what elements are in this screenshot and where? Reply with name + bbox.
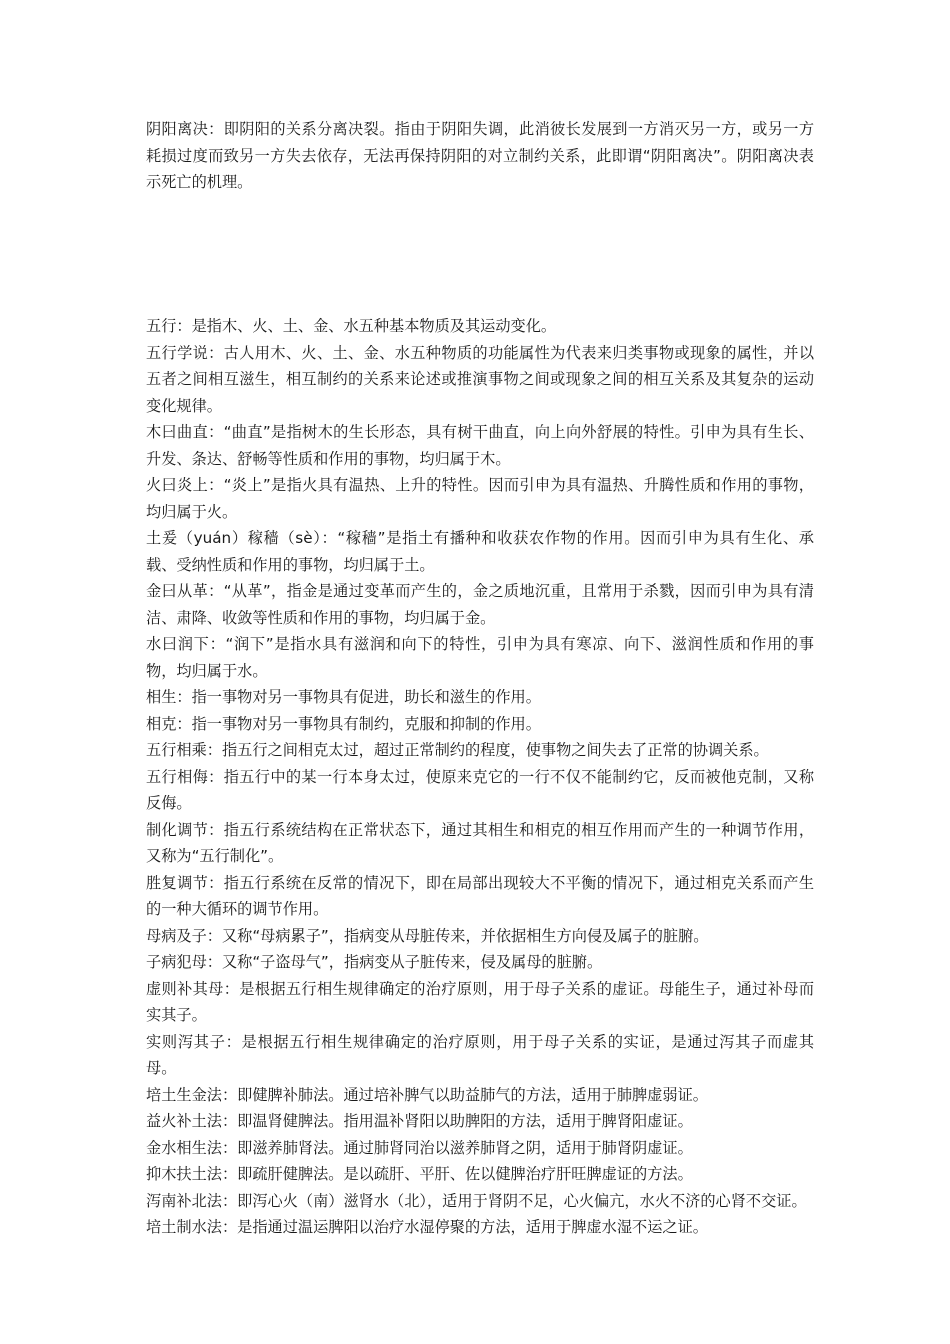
entry-wuxing-theory: 五行学说：古人用木、火、土、金、水五种物质的功能属性为代表来归类事物或现象的属性，并以五者之间相互滋生，相互制约的关系来论述或推演事物之间或现象之间的相互关系及其复杂的运动变化规律。 [146,343,814,415]
entry-fire-earth-method: 益火补土法：即温肾健脾法。指用温补肾阳以助脾阳的方法，适用于脾肾阳虚证。 [146,1112,693,1130]
entry-earth-metal-method: 培土生金法：即健脾补肺法。通过培补脾气以助益肺气的方法，适用于肺脾虚弱证。 [146,1085,708,1104]
entry-earth-water-method: 培土制水法：是指通过温运脾阳以治疗水湿停聚的方法，适用于脾虚水湿不运之证。 [146,1218,708,1236]
entry-earth: 土爰（yuán）稼穑（sè）：“稼穑”是指土有播种和收获农作物的作用。因而引申为具有生化、承载、受纳性质和作用的事物，均归属于土。 [146,529,814,574]
entry-child-to-mother: 子病犯母：又称“子盗母气”，指病变从子脏传来，侵及属母的脏腑。 [146,953,603,971]
entry-wood: 木曰曲直：“曲直”是指树木的生长形态，具有树干曲直，向上向外舒展的特性。引申为具有生长、升发、条达、舒畅等性质和作用的事物，均归属于木。 [146,423,814,468]
entry-generation: 相生：指一事物对另一事物具有促进，助长和滋生的作用。 [146,688,541,706]
entry-metal-water-method: 金水相生法：即滋养肺肾法。通过肺肾同治以滋养肺肾之阴，适用于肺肾阴虚证。 [146,1138,693,1157]
entry-fire: 火曰炎上：“炎上”是指火具有温热、上升的特性。因而引申为具有温热、升腾性质和作用的事物，均归属于火。 [146,476,814,521]
entry-wuxing: 五行：是指木、火、土、金、水五种基本物质及其运动变化。 [146,317,557,335]
entry-south-north-method: 泻南补北法：即泻心火（南）滋肾水（北），适用于肾阴不足，心火偏亢，水火不济的心肾不交证。 [146,1191,807,1210]
intro-block [146,116,814,196]
five-elements-block [146,313,814,1241]
entry-regulation: 制化调节：指五行系统结构在正常状态下，通过其相生和相克的相互作用而产生的一种调节作用，又称为“五行制化”。 [146,820,814,865]
entry-counter-restriction: 五行相侮：指五行中的某一行本身太过，使原来克它的一行不仅不能制约它，反而被他克制，又称反侮。 [146,767,814,812]
entry-wood-earth-method: 抑木扶土法：即疏肝健脾法。是以疏肝、平肝、佐以健脾治疗肝旺脾虚证的方法。 [146,1165,693,1183]
entry-water: 水曰润下：“润下”是指水具有滋润和向下的特性，引申为具有寒凉、向下、滋润性质和作用的事物，均归属于水。 [146,635,814,680]
entry-mother-to-child: 母病及子：又称“母病累子”，指病变从母脏传来，并依据相生方向侵及属子的脏腑。 [146,926,709,945]
entry-tonify-mother: 虚则补其母：是根据五行相生规律确定的治疗原则，用于母子关系的虚证。母能生子，通过补母而实其子。 [146,979,814,1024]
entry-victory-recovery: 胜复调节：指五行系统在反常的情况下，即在局部出现较大不平衡的情况下，通过相克关系而产生的一种大循环的调节作用。 [146,873,814,918]
entry-overwhelming: 五行相乘：指五行之间相克太过，超过正常制约的程度，使事物之间失去了正常的协调关系。 [146,741,769,759]
entry-restriction: 相克：指一事物对另一事物具有制约，克服和抑制的作用。 [146,714,541,733]
entry-metal: 金曰从革：“从革”，指金是通过变革而产生的，金之质地沉重，且常用于杀戮，因而引申为具有清洁、肃降、收敛等性质和作用的事物，均归属于金。 [146,582,814,627]
paragraph-yin-yang-separation: 阴阳离决：即阴阳的关系分离决裂。指由于阴阳失调，此消彼长发展到一方消灭另一方，或另一方耗损过度而致另一方失去依存，无法再保持阴阳的对立制约关系，此即谓“阴阳离决”。阴阳离决表示死亡的机理。 [146,120,814,191]
entry-drain-child: 实则泻其子：是根据五行相生规律确定的治疗原则，用于母子关系的实证，是通过泻其子而虚其母。 [146,1032,814,1077]
